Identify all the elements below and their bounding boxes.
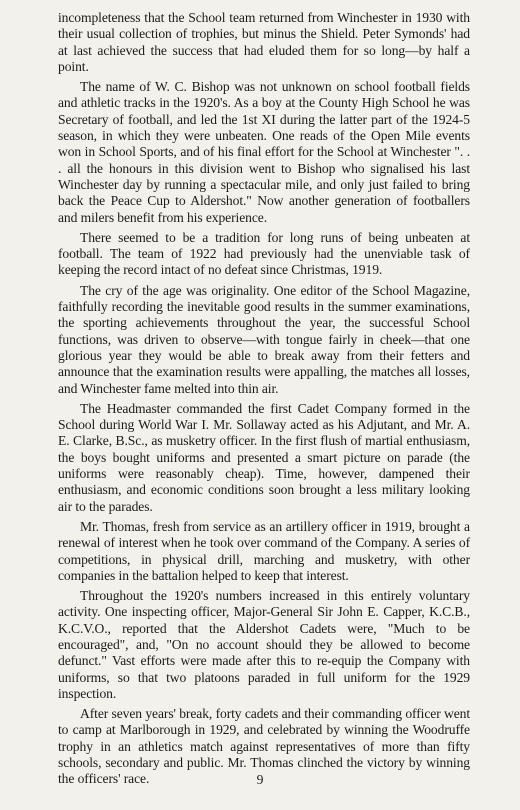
paragraph-3: There seemed to be a tradition for long runs of being unbeaten at football. The team of 1922 had previously had the unenviable task of keeping the record intact of no defeat since Christmas, 1919. xyxy=(58,229,470,278)
paragraph-8: After seven years' break, forty cadets and their commanding officer went to camp at Marlborough in 1929, and celebrated by winning the Woodruffe trophy in an athletics match against representatives of more than fifty schools, secondary and public. Mr. Thomas clinched the victory by winning the officers' race. xyxy=(58,706,470,787)
page-number: 9 xyxy=(256,772,264,787)
paragraph-6: Mr. Thomas, fresh from service as an artillery officer in 1919, brought a renewal of interest when he took over command of the Company. A series of competitions, in physical drill, marching and musketry, with other companies in the battalion helped to keep that interest. xyxy=(58,518,470,583)
paragraph-1: incompleteness that the School team returned from Winchester in 1930 with their usual collection of trophies, but minus the Shield. Peter Symonds' had at last achieved the success that had eluded them for so long—by half a point. xyxy=(58,10,470,74)
paragraph-2: The name of W. C. Bishop was not unknown on school football fields and athletic tracks in the 1920's. As a boy at the County High School he was Secretary of football, and led the 1st XI during the latter part of the 1924-5 season, in which they were unbeaten. One reads of the Open Mile events won in School Sports, and of his final effort for the School at Winchester ". . . all the honours in this division went to Bishop who signalised his last Winchester day by running a spectacular mile, and only just failed to bring back the Peace Cup to Aldershot." Now another generation of footballers and milers benefit from his experience. xyxy=(58,79,470,225)
page-body xyxy=(58,10,470,792)
paragraph-5: The Headmaster commanded the first Cadet Company formed in the School during World War I. Mr. Sollaway acted as his Adjutant, and Mr. A. E. Clarke, B.Sc., as musketry officer. In the first flush of martial enthusiasm, the boys bought uniforms and presented a smart picture on parade (the uniforms were reasonably cheap). Time, however, dampened their enthusiasm, and economic conditions soon brought a less military looking air to the parades. xyxy=(58,400,470,514)
paragraph-7: Throughout the 1920's numbers increased in this entirely voluntary activity. One inspecting officer, Major-General Sir John E. Capper, K.C.B., K.C.V.O., reported that the Aldershot Cadets were, "Much to be encouraged", and, "On no account should they be allowed to become defunct." Vast efforts were made after this to re-equip the Company with uniforms, so that two platoons paraded in full uniform for the 1929 inspection. xyxy=(58,588,470,701)
paragraph-4: The cry of the age was originality. One editor of the School Magazine, faithfully recording the inevitable good results in the summer examinations, the sporting achievements throughout the year, the successful School functions, was driven to observe—with tongue fairly in cheek—that one glorious year they would be able to break away from their fetters and announce that the examination results were appalling, the matches all losses, and Winchester fame melted into thin air. xyxy=(58,282,470,396)
